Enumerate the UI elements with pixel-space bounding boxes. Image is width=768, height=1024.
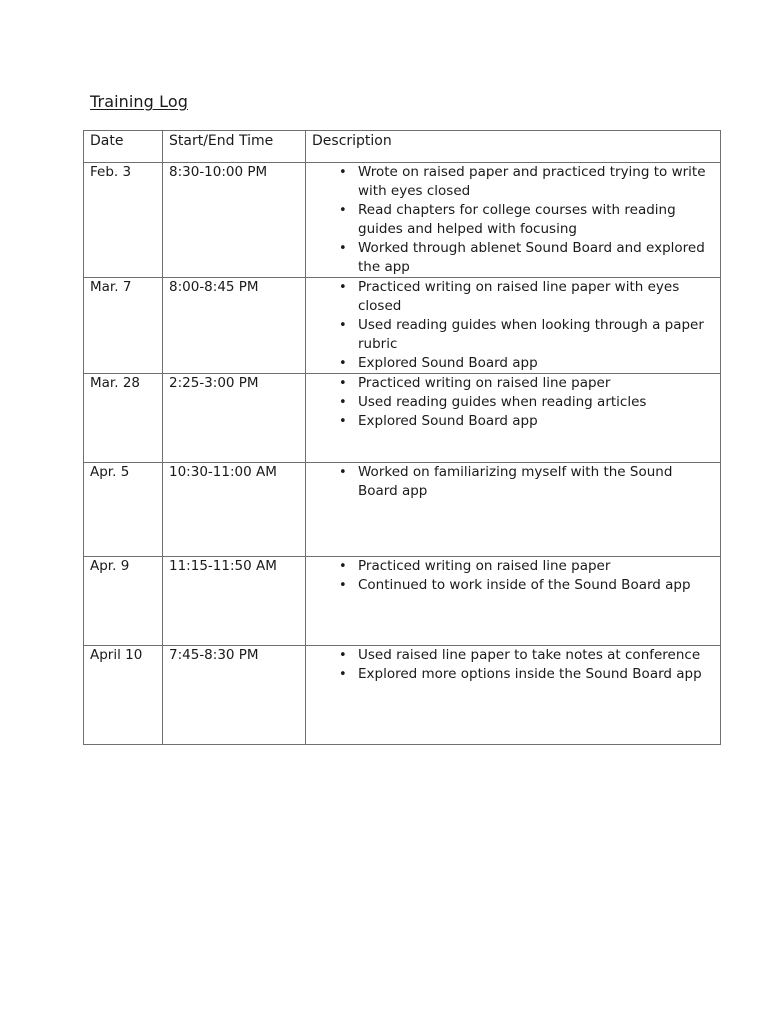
list-item <box>339 412 720 431</box>
bullet-icon: • <box>339 203 347 218</box>
time-value: 8:00-8:45 PM <box>169 279 259 295</box>
table-row <box>84 163 721 278</box>
list-item <box>339 163 720 201</box>
description-text: Worked on familiarizing myself with the Sound Board app <box>358 464 673 499</box>
bullet-icon: • <box>339 559 347 574</box>
bullet-icon: • <box>339 395 347 410</box>
time-value: 11:15-11:50 AM <box>169 558 277 574</box>
description-text: Practiced writing on raised line paper with eyes closed <box>358 279 680 314</box>
description-text: Explored more options inside the Sound Board app <box>358 666 702 682</box>
time-value: 2:25-3:00 PM <box>169 375 259 391</box>
description-cell <box>306 557 721 646</box>
table-row <box>84 557 721 646</box>
table-row <box>84 374 721 463</box>
description-text: Explored Sound Board app <box>358 413 538 429</box>
header-time-label: Start/End Time <box>169 133 274 149</box>
time-cell <box>163 557 306 646</box>
time-value: 7:45-8:30 PM <box>169 647 259 663</box>
date-cell <box>84 163 163 278</box>
date-value: Mar. 28 <box>90 375 140 391</box>
bullet-icon: • <box>339 376 347 391</box>
description-text: Worked through ablenet Sound Board and explored the app <box>358 240 705 275</box>
table-row <box>84 646 721 745</box>
list-item <box>339 646 720 665</box>
date-cell <box>84 278 163 374</box>
list-item <box>339 239 720 277</box>
date-cell <box>84 374 163 463</box>
description-text: Continued to work inside of the Sound Board app <box>358 577 691 593</box>
time-cell <box>163 278 306 374</box>
description-cell <box>306 278 721 374</box>
description-list <box>306 374 720 431</box>
list-item <box>339 393 720 412</box>
date-value: Apr. 5 <box>90 464 130 480</box>
date-value: Apr. 9 <box>90 558 130 574</box>
bullet-icon: • <box>339 318 347 333</box>
description-text: Read chapters for college courses with reading guides and helped with focusing <box>358 202 676 237</box>
date-cell <box>84 646 163 745</box>
header-description <box>306 131 721 163</box>
date-cell <box>84 463 163 557</box>
header-description-label: Description <box>312 133 392 149</box>
list-item <box>339 354 720 373</box>
date-value: Mar. 7 <box>90 279 132 295</box>
description-list <box>306 278 720 373</box>
description-text: Practiced writing on raised line paper <box>358 558 611 574</box>
page-title: Training Log <box>90 92 188 111</box>
bullet-icon: • <box>339 667 347 682</box>
bullet-icon: • <box>339 648 347 663</box>
date-value: April 10 <box>90 647 143 663</box>
time-cell <box>163 163 306 278</box>
description-cell <box>306 646 721 745</box>
date-value: Feb. 3 <box>90 164 132 180</box>
time-value: 8:30-10:00 PM <box>169 164 268 180</box>
list-item <box>339 201 720 239</box>
description-text: Used raised line paper to take notes at conference <box>358 647 701 663</box>
table-body <box>84 163 721 745</box>
bullet-icon: • <box>339 578 347 593</box>
list-item <box>339 463 720 501</box>
list-item <box>339 316 720 354</box>
description-text: Wrote on raised paper and practiced trying to write with eyes closed <box>358 164 706 199</box>
bullet-icon: • <box>339 465 347 480</box>
list-item <box>339 576 720 595</box>
description-text: Used reading guides when reading articles <box>358 394 647 410</box>
description-text: Used reading guides when looking through a paper rubric <box>358 317 704 352</box>
description-text: Explored Sound Board app <box>358 355 538 371</box>
table-row <box>84 463 721 557</box>
description-list <box>306 463 720 501</box>
bullet-icon: • <box>339 356 347 371</box>
time-value: 10:30-11:00 AM <box>169 464 277 480</box>
time-cell <box>163 463 306 557</box>
description-text: Practiced writing on raised line paper <box>358 375 611 391</box>
header-date <box>84 131 163 163</box>
list-item <box>339 278 720 316</box>
description-list <box>306 646 720 684</box>
date-cell <box>84 557 163 646</box>
list-item <box>339 665 720 684</box>
description-cell <box>306 163 721 278</box>
bullet-icon: • <box>339 280 347 295</box>
bullet-icon: • <box>339 165 347 180</box>
bullet-icon: • <box>339 414 347 429</box>
list-item <box>339 557 720 576</box>
table-header-row <box>84 131 721 163</box>
training-log-table <box>83 130 721 745</box>
time-cell <box>163 374 306 463</box>
list-item <box>339 374 720 393</box>
description-cell <box>306 463 721 557</box>
table-row <box>84 278 721 374</box>
description-list <box>306 557 720 595</box>
time-cell <box>163 646 306 745</box>
description-list <box>306 163 720 277</box>
header-date-label: Date <box>90 133 124 149</box>
bullet-icon: • <box>339 241 347 256</box>
header-time <box>163 131 306 163</box>
description-cell <box>306 374 721 463</box>
